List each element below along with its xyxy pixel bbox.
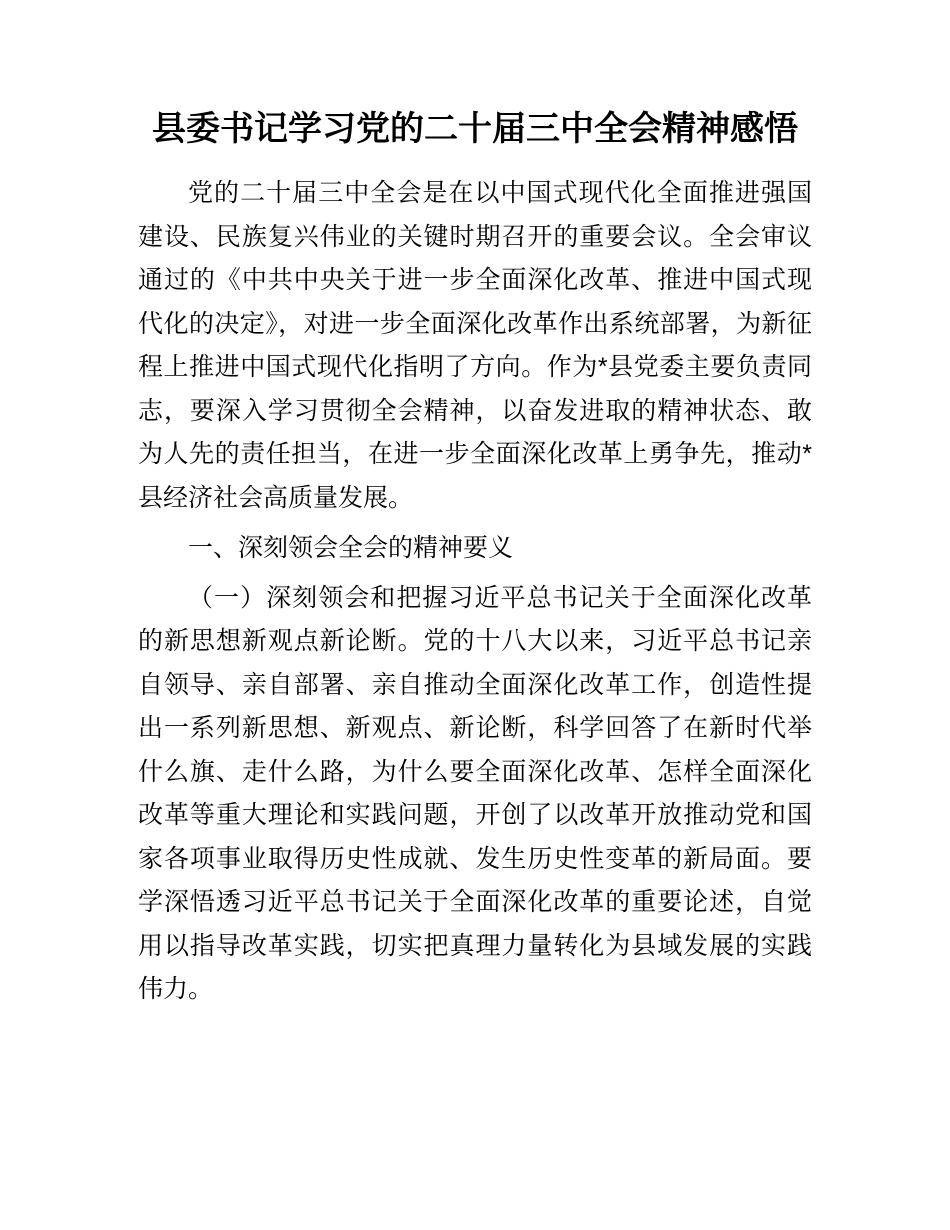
paragraph-section-1-item-1: （一）深刻领会和把握习近平总书记关于全面深化改革的新思想新观点新论断。党的十八大以来，习近平总书记亲自领导、亲自部署、亲自推动全面深化改革工作，创造性提出一系列新思想、新观点、新论断，科学回答了在新时代举什么旗、走什么路，为什么要全面深化改革、怎样全面深化改革等重大理论和实践问题，开创了以改革开放推动党和国家各项事业取得历史性成就、发生历史性变革的新局面。要学深悟透习近平总书记关于全面深化改革的重要论述，自觉用以指导改革实践，切实把真理力量转化为县域发展的实践伟力。 (138, 583, 812, 1003)
paragraph-intro: 党的二十届三中全会是在以中国式现代化全面推进强国建设、民族复兴伟业的关键时期召开的重要会议。全会审议通过的《中共中央关于进一步全面深化改革、推进中国式现代化的决定》，对进一步全面深化改革作出系统部署，为新征程上推进中国式现代化指明了方向。作为*县党委主要负责同志，要深入学习贯彻全会精神，以奋发进取的精神状态、敢为人先的责任担当，在进一步全面深化改革上勇争先，推动*县经济社会高质量发展。 (138, 179, 812, 512)
document-title: 县委书记学习党的二十届三中全会精神感悟 (152, 110, 798, 148)
section-heading-1: 一、深刻领会全会的精神要义 (188, 534, 514, 562)
